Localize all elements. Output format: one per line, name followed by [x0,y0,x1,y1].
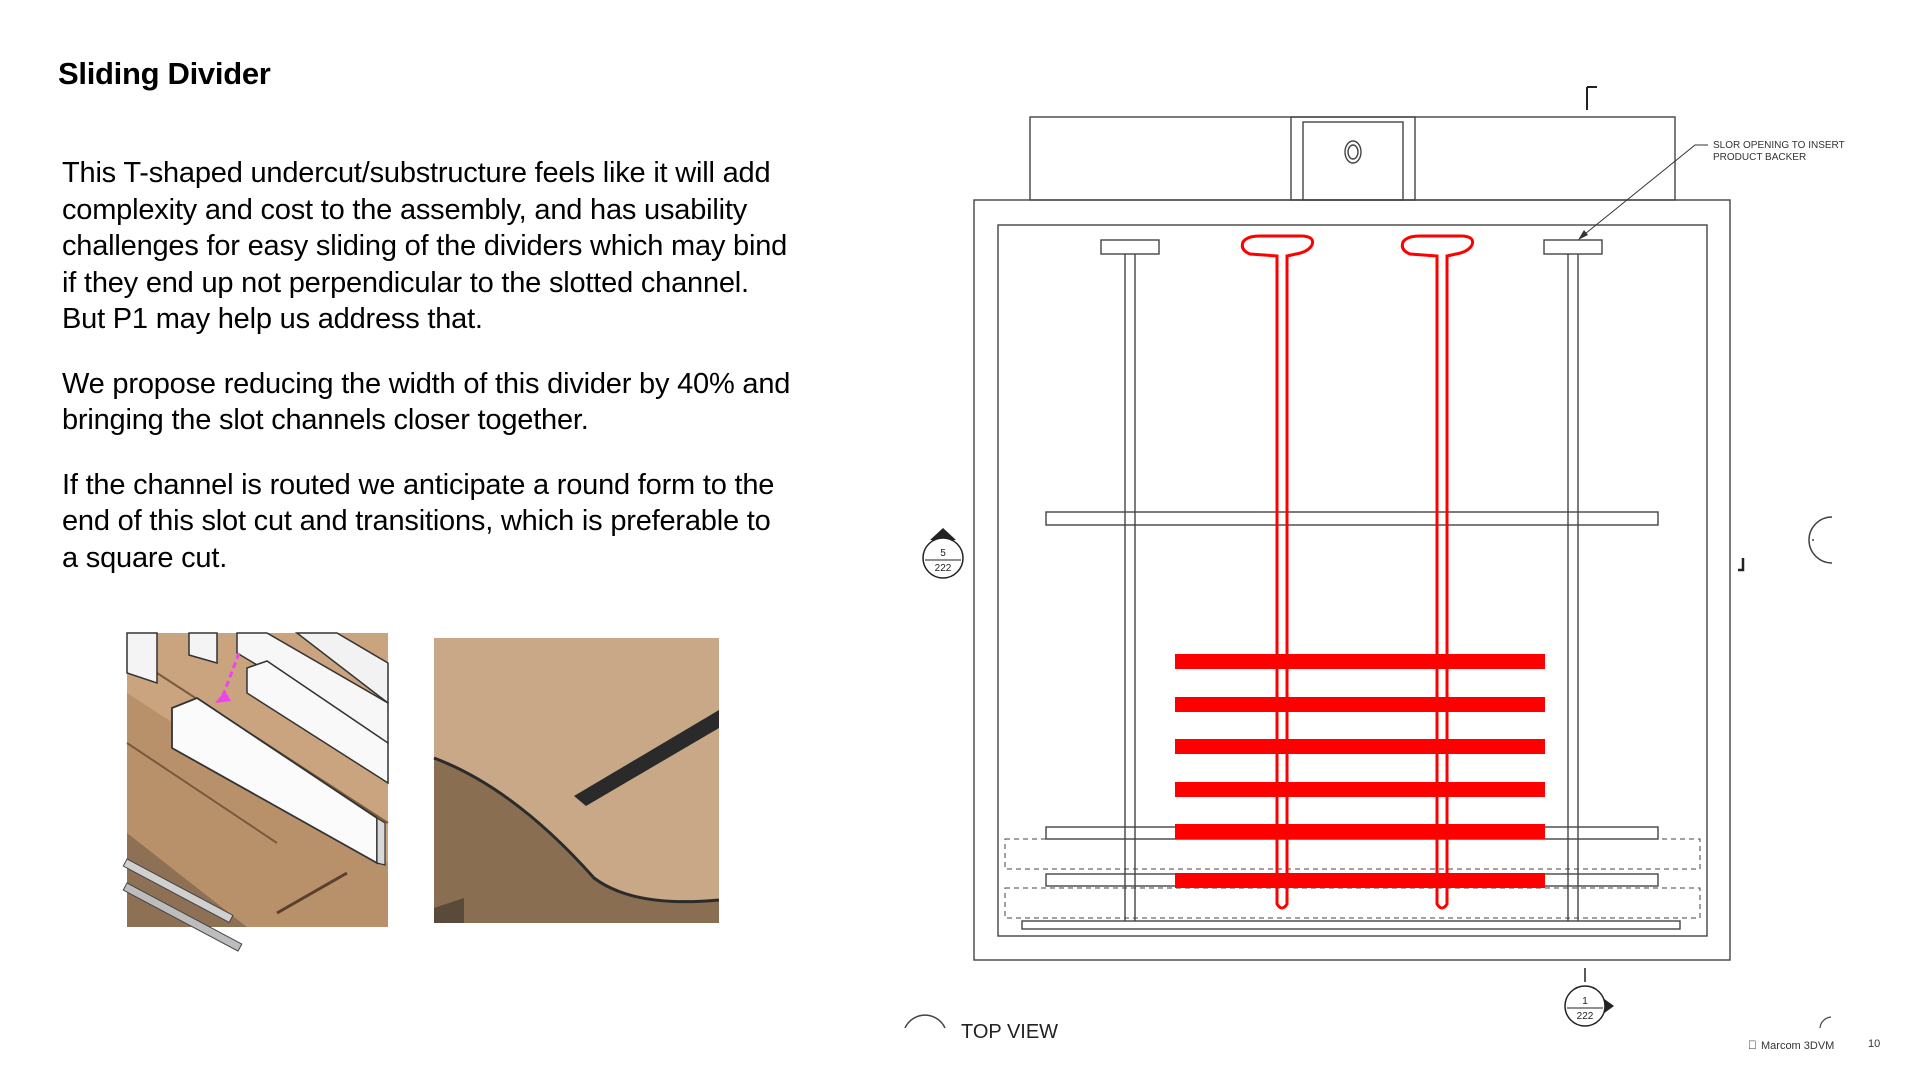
svg-text:1: 1 [1582,996,1588,1007]
page-number: 10 [1868,1038,1881,1050]
outer-frame [974,200,1730,960]
middle-rail [1046,512,1658,525]
dashed-slot-1 [1005,839,1700,869]
divider-render-image [127,633,388,927]
paragraph-2: We propose reducing the width of this divider by 40% and bringing the slot channels closer together. [62,367,791,436]
body-text [62,155,792,604]
paragraph-1: This T-shaped undercut/substructure feels like it will add complexity and cost to the assembly, and has usability challenges for easy sliding of the dividers which may bind if they end up not perpendicular to the slotted channel. But P1 may help us address that. [62,157,788,335]
callout-label-line1: SLOR OPENING TO INSERT [1713,140,1845,151]
section-marker-bottom [1565,968,1614,1026]
proposed-t-dividers [1242,236,1472,908]
section-marker-left [923,528,963,578]
apple-logo-icon [1748,1038,1757,1052]
footer-brand-label: Marcom 3DVM [1752,1040,1826,1052]
paragraph-3: If the channel is routed we anticipate a round form to the end of this slot cut and transitions, which is preferable to a square cut. [62,468,775,574]
svg-text:222: 222 [1576,1011,1594,1022]
callout-label-line2: PRODUCT BACKER [1713,152,1807,163]
svg-text:222: 222 [934,563,952,574]
slot-closeup-image [434,638,719,923]
callout-leader [1580,145,1708,238]
proposed-slot-channels [1175,654,1545,888]
view-label: TOP VIEW [961,1021,1059,1043]
svg-text:5: 5 [940,548,946,559]
technical-drawing [895,70,1895,1043]
dashed-slot-2 [1005,888,1700,918]
slide-title: Sliding Divider [58,56,271,91]
footer-brand [1748,1038,1834,1052]
